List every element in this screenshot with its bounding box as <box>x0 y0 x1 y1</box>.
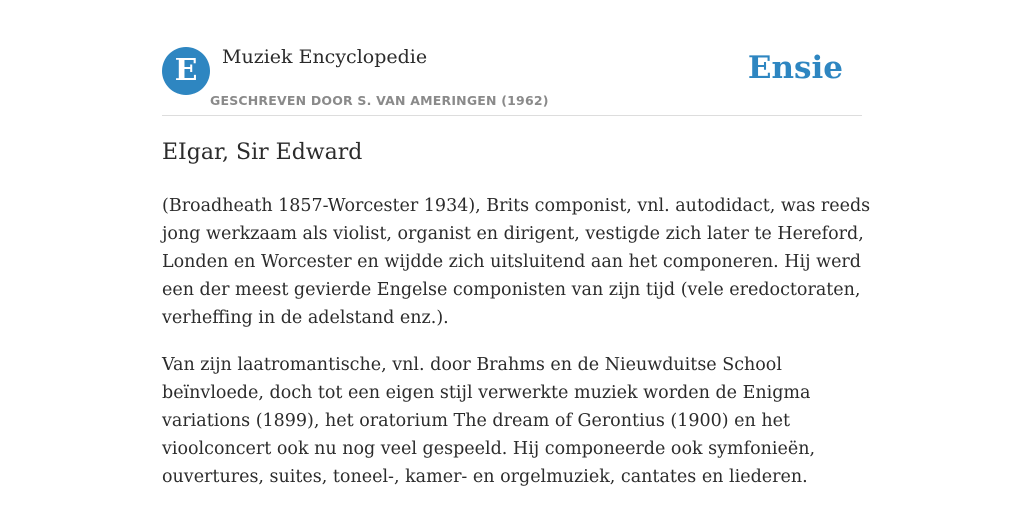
encyclopedia-logo-icon[interactable] <box>162 47 210 95</box>
paragraph-line: Londen en Worcester en wijdde zich uitsluitend aan het componeren. Hij werd <box>162 252 861 272</box>
paragraph-line: verheffing in de adelstand enz.). <box>162 308 449 328</box>
paragraph-line: een der meest gevierde Engelse componisten van zijn tijd (vele eredoctoraten, <box>162 280 861 300</box>
paragraph-line: vioolconcert ook nu nog veel gespeeld. Hij componeerde ook symfonieën, <box>162 439 816 459</box>
logo-letter: E <box>174 53 198 88</box>
ensie-brand-logo[interactable]: Ensie <box>747 50 843 86</box>
paragraph-line: ouvertures, suites, toneel-, kamer- en orgelmuziek, cantates en liederen. <box>162 467 808 487</box>
header-divider <box>162 115 862 116</box>
author-line: GESCHREVEN DOOR S. VAN AMERINGEN (1962) <box>210 93 549 108</box>
paragraph-line: variations (1899), het oratorium The dream of Gerontius (1900) en het <box>162 411 791 431</box>
entry-paragraph-1 <box>162 192 871 332</box>
paragraph-line: jong werkzaam als violist, organist en dirigent, vestigde zich later te Hereford, <box>162 224 864 244</box>
book-title-link[interactable]: Muziek Encyclopedie <box>222 46 428 68</box>
paragraph-line: beïnvloede, doch tot een eigen stijl verwerkte muziek worden de Enigma <box>162 383 811 403</box>
entry-title: EIgar, Sir Edward <box>162 140 363 165</box>
entry-paragraph-2 <box>162 351 852 491</box>
paragraph-line: Van zijn laatromantische, vnl. door Brahms en de Nieuwduitse School <box>162 355 782 375</box>
paragraph-line: (Broadheath 1857-Worcester 1934), Brits componist, vnl. autodidact, was reeds <box>162 196 871 216</box>
